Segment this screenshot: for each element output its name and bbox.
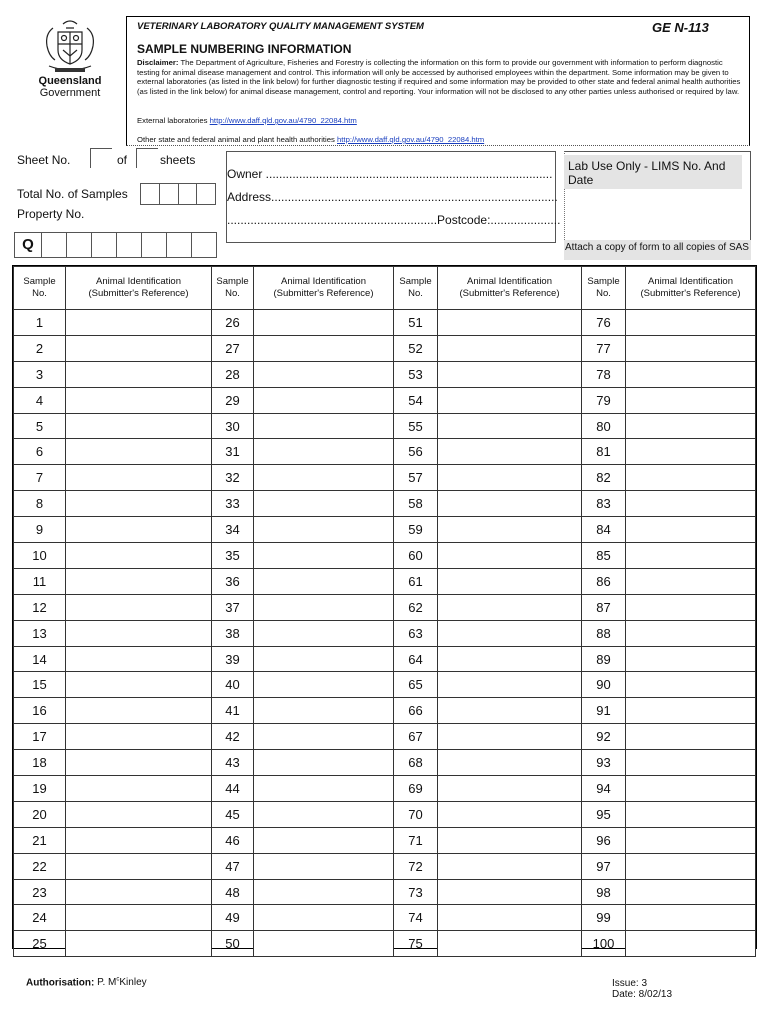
sample-number: 77 <box>582 335 626 361</box>
animal-id-input[interactable] <box>626 905 756 931</box>
sample-number: 51 <box>394 310 438 336</box>
table-row <box>14 517 756 543</box>
sample-number: 62 <box>394 594 438 620</box>
sample-number: 36 <box>212 568 254 594</box>
sample-number: 98 <box>582 879 626 905</box>
external-labs-label: External laboratories <box>137 116 208 125</box>
sample-table-wrap <box>12 265 757 952</box>
animal-id-input[interactable] <box>254 724 394 750</box>
col-sample-no: Sample No. <box>212 267 254 310</box>
sample-number: 11 <box>14 568 66 594</box>
property-digit[interactable] <box>92 233 117 257</box>
animal-id-input[interactable] <box>626 801 756 827</box>
sample-number: 23 <box>14 879 66 905</box>
external-labs-line <box>137 116 357 125</box>
table-row <box>14 905 756 931</box>
col-animal-id: Animal Identification (Submitter's Reference) <box>66 267 212 310</box>
sample-number: 35 <box>212 543 254 569</box>
sample-number: 96 <box>582 827 626 853</box>
animal-id-input[interactable] <box>438 853 582 879</box>
table-row <box>14 543 756 569</box>
table-row <box>14 853 756 879</box>
table-row <box>14 646 756 672</box>
sample-number: 42 <box>212 724 254 750</box>
sample-number: 43 <box>212 750 254 776</box>
property-prefix: Q <box>15 233 42 257</box>
sample-number: 86 <box>582 568 626 594</box>
sample-number: 85 <box>582 543 626 569</box>
issue-number: Issue: 3 <box>612 978 648 989</box>
sample-number: 99 <box>582 905 626 931</box>
sample-number: 74 <box>394 905 438 931</box>
sample-number: 91 <box>582 698 626 724</box>
sample-number: 19 <box>14 776 66 802</box>
sheets-label: sheets <box>160 153 196 167</box>
animal-id-input[interactable] <box>254 853 394 879</box>
sample-number: 79 <box>582 387 626 413</box>
animal-id-input[interactable] <box>254 413 394 439</box>
animal-id-input[interactable] <box>66 335 212 361</box>
sample-number: 7 <box>14 465 66 491</box>
sample-number: 3 <box>14 361 66 387</box>
sample-number: 93 <box>582 750 626 776</box>
animal-id-input[interactable] <box>626 776 756 802</box>
sample-number: 8 <box>14 491 66 517</box>
animal-id-input[interactable] <box>66 620 212 646</box>
animal-id-input[interactable] <box>626 387 756 413</box>
sample-number: 49 <box>212 905 254 931</box>
sample-number: 90 <box>582 672 626 698</box>
property-digit[interactable] <box>117 233 142 257</box>
sample-number: 25 <box>14 931 66 957</box>
table-row <box>14 698 756 724</box>
sample-number: 69 <box>394 776 438 802</box>
disclaimer-label: Disclaimer: <box>137 58 179 67</box>
sample-number: 22 <box>14 853 66 879</box>
sample-number: 70 <box>394 801 438 827</box>
animal-id-input[interactable] <box>66 413 212 439</box>
sample-number: 14 <box>14 646 66 672</box>
property-digit[interactable] <box>142 233 167 257</box>
animal-id-input[interactable] <box>438 465 582 491</box>
table-row <box>14 491 756 517</box>
sample-number: 12 <box>14 594 66 620</box>
animal-id-input[interactable] <box>66 517 212 543</box>
animal-id-input[interactable] <box>438 568 582 594</box>
postcode-field[interactable]: ...............................................................Postcode:..................... <box>227 213 561 227</box>
col-animal-id: Animal Identification (Submitter's Reference) <box>626 267 756 310</box>
sample-table-body <box>14 310 756 957</box>
sample-number: 57 <box>394 465 438 491</box>
address-field[interactable]: Address...................................................................................... <box>227 190 558 204</box>
animal-id-input[interactable] <box>66 439 212 465</box>
sample-number: 94 <box>582 776 626 802</box>
table-row <box>14 568 756 594</box>
sample-number: 92 <box>582 724 626 750</box>
animal-id-input[interactable] <box>438 905 582 931</box>
animal-id-input[interactable] <box>66 672 212 698</box>
animal-id-input[interactable] <box>438 387 582 413</box>
sample-number: 24 <box>14 905 66 931</box>
sample-number: 59 <box>394 517 438 543</box>
authorisation <box>26 977 147 988</box>
disclaimer <box>137 58 743 96</box>
table-row <box>14 594 756 620</box>
animal-id-input[interactable] <box>254 439 394 465</box>
sample-number: 67 <box>394 724 438 750</box>
property-digit[interactable] <box>42 233 67 257</box>
animal-id-input[interactable] <box>626 439 756 465</box>
animal-id-input[interactable] <box>66 646 212 672</box>
external-labs-link[interactable]: http://www.daff.qld.gov.au/4790_22084.htm <box>209 116 357 125</box>
animal-id-input[interactable] <box>254 594 394 620</box>
animal-id-input[interactable] <box>626 827 756 853</box>
sample-number: 60 <box>394 543 438 569</box>
lab-use-label: Lab Use Only - LIMS No. And Date <box>564 155 742 189</box>
animal-id-input[interactable] <box>66 905 212 931</box>
sample-number: 78 <box>582 361 626 387</box>
table-row <box>14 465 756 491</box>
sample-number: 52 <box>394 335 438 361</box>
col-animal-id: Animal Identification (Submitter's Reference) <box>254 267 394 310</box>
animal-id-input[interactable] <box>254 827 394 853</box>
sample-number: 73 <box>394 879 438 905</box>
sample-number: 84 <box>582 517 626 543</box>
sample-table <box>13 266 756 957</box>
sheet-no-label: Sheet No. <box>17 153 71 167</box>
sample-number: 72 <box>394 853 438 879</box>
animal-id-input[interactable] <box>254 879 394 905</box>
sample-number: 48 <box>212 879 254 905</box>
animal-id-input[interactable] <box>438 413 582 439</box>
sample-number: 18 <box>14 750 66 776</box>
animal-id-input[interactable] <box>66 568 212 594</box>
animal-id-input[interactable] <box>626 491 756 517</box>
animal-id-input[interactable] <box>66 776 212 802</box>
animal-id-input[interactable] <box>438 698 582 724</box>
sample-number: 16 <box>14 698 66 724</box>
sample-number: 2 <box>14 335 66 361</box>
property-digit[interactable] <box>192 233 216 257</box>
table-row <box>14 879 756 905</box>
animal-id-input[interactable] <box>626 646 756 672</box>
sample-number: 47 <box>212 853 254 879</box>
animal-id-input[interactable] <box>66 750 212 776</box>
sample-number: 5 <box>14 413 66 439</box>
sample-number: 89 <box>582 646 626 672</box>
sample-number: 34 <box>212 517 254 543</box>
animal-id-input[interactable] <box>626 620 756 646</box>
animal-id-input[interactable] <box>254 361 394 387</box>
animal-id-input[interactable] <box>438 439 582 465</box>
sample-number: 66 <box>394 698 438 724</box>
animal-id-input[interactable] <box>626 931 756 957</box>
sample-number: 40 <box>212 672 254 698</box>
animal-id-input[interactable] <box>254 905 394 931</box>
animal-id-input[interactable] <box>254 750 394 776</box>
sample-number: 61 <box>394 568 438 594</box>
sample-number: 30 <box>212 413 254 439</box>
property-no-input[interactable] <box>14 232 217 258</box>
animal-id-input[interactable] <box>254 698 394 724</box>
animal-id-input[interactable] <box>66 827 212 853</box>
animal-id-input[interactable] <box>438 543 582 569</box>
animal-id-input[interactable] <box>626 750 756 776</box>
animal-id-input[interactable] <box>626 517 756 543</box>
property-no-label: Property No. <box>17 207 85 221</box>
sample-number: 32 <box>212 465 254 491</box>
sample-number: 75 <box>394 931 438 957</box>
table-row <box>14 439 756 465</box>
table-row <box>14 620 756 646</box>
sample-number: 95 <box>582 801 626 827</box>
sample-number: 39 <box>212 646 254 672</box>
sample-number: 31 <box>212 439 254 465</box>
logo-line-2: Government <box>39 87 101 99</box>
animal-id-input[interactable] <box>626 543 756 569</box>
sample-number: 46 <box>212 827 254 853</box>
property-digit[interactable] <box>67 233 92 257</box>
authorisation-name: P. $M^cKinley$ <box>97 977 147 989</box>
sample-number: 6 <box>14 439 66 465</box>
total-samples-digit[interactable] <box>179 184 198 204</box>
owner-field[interactable]: Owner ...................................................................................... <box>227 167 553 181</box>
animal-id-input[interactable] <box>438 517 582 543</box>
animal-id-input[interactable] <box>254 310 394 336</box>
sample-number: 1 <box>14 310 66 336</box>
animal-id-input[interactable] <box>254 335 394 361</box>
animal-id-input[interactable] <box>66 594 212 620</box>
animal-id-input[interactable] <box>438 750 582 776</box>
animal-id-input[interactable] <box>254 776 394 802</box>
sample-number: 44 <box>212 776 254 802</box>
table-row <box>14 361 756 387</box>
col-sample-no: Sample No. <box>394 267 438 310</box>
animal-id-input[interactable] <box>66 853 212 879</box>
sample-number: 28 <box>212 361 254 387</box>
col-sample-no: Sample No. <box>582 267 626 310</box>
sample-number: 13 <box>14 620 66 646</box>
animal-id-input[interactable] <box>626 853 756 879</box>
animal-id-input[interactable] <box>254 491 394 517</box>
animal-id-input[interactable] <box>626 594 756 620</box>
animal-id-input[interactable] <box>254 646 394 672</box>
animal-id-input[interactable] <box>438 801 582 827</box>
animal-id-input[interactable] <box>66 543 212 569</box>
sample-number: 97 <box>582 853 626 879</box>
sample-number: 21 <box>14 827 66 853</box>
sample-number: 41 <box>212 698 254 724</box>
animal-id-input[interactable] <box>254 672 394 698</box>
table-row <box>14 776 756 802</box>
table-header-row <box>14 267 756 310</box>
animal-id-input[interactable] <box>438 672 582 698</box>
sample-number: 82 <box>582 465 626 491</box>
animal-id-input[interactable] <box>438 931 582 957</box>
animal-id-input[interactable] <box>66 387 212 413</box>
table-row <box>14 413 756 439</box>
logo-line-1: Queensland <box>38 75 102 87</box>
system-title: VETERINARY LABORATORY QUALITY MANAGEMENT SYSTEM <box>137 21 424 32</box>
table-row <box>14 827 756 853</box>
animal-id-input[interactable] <box>66 465 212 491</box>
animal-id-input[interactable] <box>254 620 394 646</box>
sample-number: 45 <box>212 801 254 827</box>
table-row <box>14 310 756 336</box>
animal-id-input[interactable] <box>254 568 394 594</box>
animal-id-input[interactable] <box>438 491 582 517</box>
sample-number: 15 <box>14 672 66 698</box>
sample-number: 27 <box>212 335 254 361</box>
animal-id-input[interactable] <box>438 361 582 387</box>
animal-id-input[interactable] <box>626 672 756 698</box>
animal-id-input[interactable] <box>626 698 756 724</box>
sample-number: 54 <box>394 387 438 413</box>
sample-number: 50 <box>212 931 254 957</box>
sample-number: 83 <box>582 491 626 517</box>
sample-number: 37 <box>212 594 254 620</box>
sample-number: 38 <box>212 620 254 646</box>
animal-id-input[interactable] <box>254 931 394 957</box>
animal-id-input[interactable] <box>438 776 582 802</box>
table-row <box>14 724 756 750</box>
issue-info <box>612 978 672 1000</box>
sample-number: 63 <box>394 620 438 646</box>
animal-id-input[interactable] <box>66 361 212 387</box>
animal-id-input[interactable] <box>438 594 582 620</box>
sample-number: 9 <box>14 517 66 543</box>
animal-id-input[interactable] <box>438 310 582 336</box>
animal-id-input[interactable] <box>66 491 212 517</box>
queensland-government-logo <box>20 18 120 102</box>
authorisation-label: Authorisation: <box>26 977 95 989</box>
animal-id-input[interactable] <box>438 724 582 750</box>
sample-number: 4 <box>14 387 66 413</box>
sample-number: 58 <box>394 491 438 517</box>
sample-number: 81 <box>582 439 626 465</box>
table-row <box>14 387 756 413</box>
disclaimer-text: The Department of Agriculture, Fisheries and Forestry is collecting the information on this form to provide our government with information to perform diagnostic testing for animal disease management and control. This information will only be accessed by authorised employees within the department. Some information may be given to external laboratories (as listed in the link below) for further diagnostic testing if required and some information may be provided to other state and federal animal health authorities (as listed in the link below) for animal disease management, control and reporting. Your information will not be disclosed to any other parties unless authorised or required by law. <box>137 58 741 96</box>
sample-number: 10 <box>14 543 66 569</box>
animal-id-input[interactable] <box>626 310 756 336</box>
animal-id-input[interactable] <box>626 879 756 905</box>
sample-number: 17 <box>14 724 66 750</box>
of-label: of <box>117 153 128 167</box>
property-digit[interactable] <box>167 233 192 257</box>
sample-number: 26 <box>212 310 254 336</box>
table-row <box>14 672 756 698</box>
col-animal-id: Animal Identification (Submitter's Reference) <box>438 267 582 310</box>
form-code: GE N-113 <box>652 20 709 35</box>
animal-id-input[interactable] <box>438 335 582 361</box>
table-row <box>14 931 756 957</box>
coat-of-arms-icon <box>35 18 105 74</box>
animal-id-input[interactable] <box>438 827 582 853</box>
animal-id-input[interactable] <box>66 931 212 957</box>
animal-id-input[interactable] <box>66 310 212 336</box>
sample-number: 87 <box>582 594 626 620</box>
animal-id-input[interactable] <box>626 465 756 491</box>
animal-id-input[interactable] <box>66 879 212 905</box>
total-samples-label: Total No. of Samples <box>17 187 128 201</box>
sample-number: 76 <box>582 310 626 336</box>
animal-id-input[interactable] <box>626 413 756 439</box>
sample-number: 71 <box>394 827 438 853</box>
other-authorities-label: Other state and federal animal and plant health authorities <box>137 135 335 144</box>
animal-id-input[interactable] <box>626 568 756 594</box>
total-samples-input[interactable] <box>140 183 216 205</box>
animal-id-input[interactable] <box>254 801 394 827</box>
sample-number: 68 <box>394 750 438 776</box>
sheet-no-input[interactable] <box>90 148 112 168</box>
attach-note: Attach a copy of form to all copies of SAS <box>564 240 751 260</box>
sample-number: 80 <box>582 413 626 439</box>
sample-number: 20 <box>14 801 66 827</box>
animal-id-input[interactable] <box>626 335 756 361</box>
animal-id-input[interactable] <box>254 387 394 413</box>
animal-id-input[interactable] <box>254 465 394 491</box>
col-sample-no: Sample No. <box>14 267 66 310</box>
owner-address-box[interactable] <box>226 151 561 243</box>
animal-id-input[interactable] <box>66 698 212 724</box>
form-title: SAMPLE NUMBERING INFORMATION <box>137 42 352 56</box>
sample-number: 64 <box>394 646 438 672</box>
total-samples-digit[interactable] <box>160 184 179 204</box>
table-row <box>14 801 756 827</box>
sample-number: 53 <box>394 361 438 387</box>
animal-id-input[interactable] <box>66 724 212 750</box>
animal-id-input[interactable] <box>438 646 582 672</box>
sample-number: 55 <box>394 413 438 439</box>
sample-number: 100 <box>582 931 626 957</box>
animal-id-input[interactable] <box>254 517 394 543</box>
total-samples-digit[interactable] <box>197 184 215 204</box>
sample-number: 29 <box>212 387 254 413</box>
sample-number: 33 <box>212 491 254 517</box>
table-row <box>14 750 756 776</box>
animal-id-input[interactable] <box>438 879 582 905</box>
table-row <box>14 335 756 361</box>
animal-id-input[interactable] <box>254 543 394 569</box>
total-samples-digit[interactable] <box>141 184 160 204</box>
animal-id-input[interactable] <box>438 620 582 646</box>
sample-number: 88 <box>582 620 626 646</box>
other-authorities-line <box>137 135 484 144</box>
animal-id-input[interactable] <box>66 801 212 827</box>
other-authorities-link[interactable]: http://www.daff.qld.gov.au/4790_22084.htm <box>337 135 485 144</box>
sheet-total-input[interactable] <box>136 148 158 168</box>
sample-number: 56 <box>394 439 438 465</box>
animal-id-input[interactable] <box>626 361 756 387</box>
animal-id-input[interactable] <box>626 724 756 750</box>
issue-date: Date: 8/02/13 <box>612 989 673 1000</box>
sample-number: 65 <box>394 672 438 698</box>
